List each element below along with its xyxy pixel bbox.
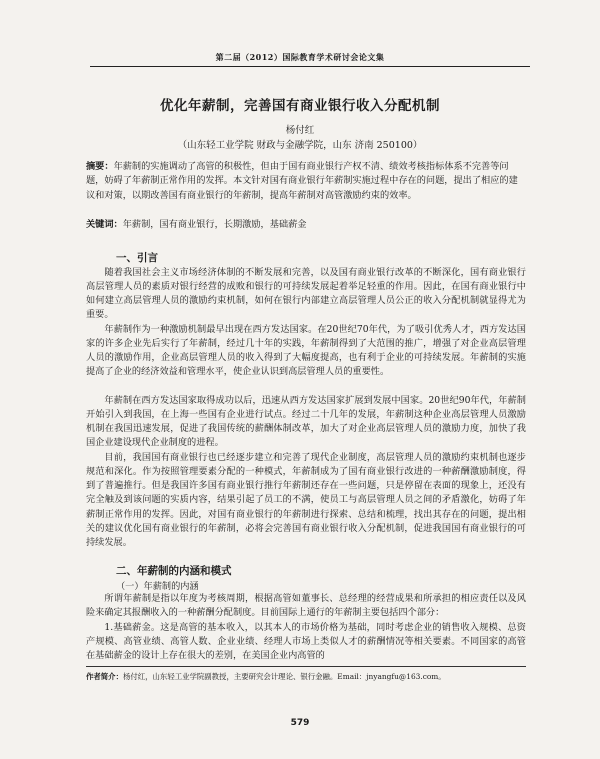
paragraph: 1.基础薪金。这是高管的基本收入，以其本人的市场价格为基础，同时考虑企业的销售收入规模、总资产规模、高管业绩、高管人数、企业业绩、经理人市场上类似人才的薪酬情况等相关要素。不同国家的高管在基础薪金的设计上存在很大的差别，在美国企业内高管的: [86, 622, 526, 662]
paragraph: 目前，我国国有商业银行也已经逐步建立和完善了现代企业制度，高层管理人员的激励约束机制也逐步规范和深化。作为按照管理要素分配的一种模式，年薪制成为了国有商业银行改进的一种薪酬激励制度，得到了普遍推行。但是我国许多国有商业银行推行年薪制还存在一些问题，只是停留在表面的现象上，还没有完全触及到该问题的实质内容，结果引起了员工的不满，使员工与高层管理人员之间的矛盾激化，妨碍了年薪制正常作用的发挥。因此，对国有商业银行的年薪制进行探索、总结和梳理，找出其存在的问题，提出相关的建议优化国有商业银行的年薪制，必将会完善国有商业银行收入分配机制，促进我国国有商业银行的可持续发展。: [86, 452, 526, 548]
page-number: 579: [290, 718, 310, 728]
abstract-label: 摘要：: [86, 161, 114, 172]
paragraph: 所谓年薪制是指以年度为考核周期，根据高管如董事长、总经理的经营成果和所承担的相应责任以及风险来确定其报酬收入的一种薪酬分配制度。目前国际上通行的年薪制主要包括四个部分：: [86, 593, 526, 619]
footnote-text: 杨付红，山东轻工业学院副教授，主要研究会计理论、银行金融。Email：jnyangfu@163.com。: [122, 672, 446, 681]
paragraph: 随着我国社会主义市场经济体制的不断发展和完善，以及国有商业银行改革的不断深化，国有商业银行高层管理人员的素质对银行经营的成败和银行的可持续发展起着举足轻重的作用。因此，在国有商业银行中如何建立高层管理人员的激励约束机制，如何在银行内部建立高层管理人员公正的收入分配机制就显得尤为重要。: [86, 267, 526, 321]
keywords-label: 关键词：: [86, 219, 123, 230]
keywords: [86, 218, 526, 232]
footnote-rule: [86, 666, 526, 667]
paragraph: 年薪制在西方发达国家取得成功以后，迅速从西方发达国家扩展到发展中国家。20世纪90年代，年薪制开始引入到我国，在上海一些国有企业进行试点。经过二十几年的发展，年薪制这种企业高层管理人员激励机制在我国迅速发展，促进了我国传统的薪酬体制改革，加大了对企业高层管理人员的激励力度，加快了我国企业建设现代企业制度的进程。: [86, 395, 526, 449]
paper-title: 优化年薪制，完善国有商业银行收入分配机制: [160, 98, 440, 114]
abstract: [86, 160, 526, 203]
abstract-text: 年薪制的实施调动了高管的积极性，但由于国有商业银行产权不清、绩效考核指标体系不完善等问题，妨碍了年薪制正常作用的发挥。本文针对国有商业银行年薪制实施过程中存在的问题，提出了相应的建议和对策，以期改善国有商业银行的年薪制，提高年薪制对高管激励约束的效率。: [86, 161, 518, 201]
author-name: 杨付红: [285, 125, 315, 136]
section-heading-2: 二、年薪制的内涵和模式: [116, 565, 232, 577]
footnote-label: 作者简介：: [86, 672, 123, 681]
author-affiliation: （山东轻工业学院 财政与金融学院，山东 济南 250100）: [177, 140, 423, 151]
header-rule: [90, 66, 530, 67]
keywords-text: 年薪制，国有商业银行，长期激励，基础薪金: [122, 219, 307, 230]
section-heading-intro: 一、引言: [116, 252, 158, 264]
running-head: 第二届（2012）国际教育学术研讨会论文集: [215, 52, 385, 62]
footnote: [86, 671, 526, 682]
subsection-heading: （一）年薪制的内涵: [116, 581, 199, 592]
paragraph: 年薪制作为一种激励机制最早出现在西方发达国家。在20世纪70年代，为了吸引优秀人才，西方发达国家的许多企业先后实行了年薪制，经过几十年的实践，年薪制得到了大范围的推广，增强了对企业高层管理人员的激励作用，企业高层管理人员的收入得到了大幅度提高，也有利于企业的可持续发展。年薪制的实施提高了企业的经济效益和管理水平，使企业认识到高层管理人员的重要性。: [86, 324, 526, 378]
